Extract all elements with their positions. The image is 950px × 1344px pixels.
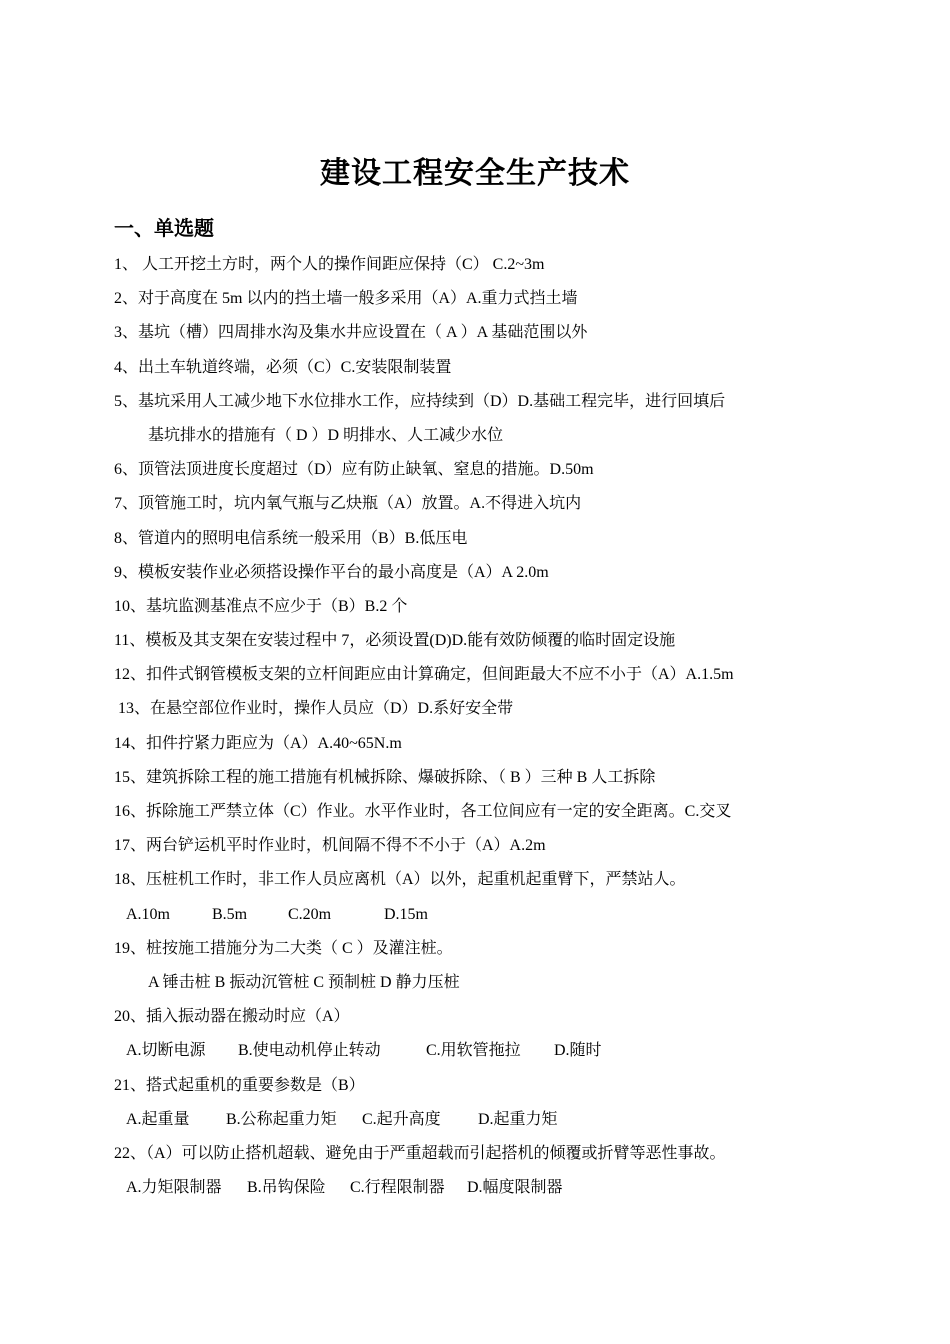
question-9: 9、模板安装作业必须搭设操作平台的最小高度是（A）A 2.0m [114,563,549,581]
question-22-options [114,1171,834,1205]
option-d: D.随时 [554,1042,602,1060]
question-6: 6、顶管法顶进度长度超过（D）应有防止缺氧、窒息的措施。D.50m [114,461,594,479]
question-7: 7、顶管施工时，坑内氧气瓶与乙炔瓶（A）放置。A.不得进入坑内 [114,495,582,513]
question-13: 13、在悬空部位作业时，操作人员应（D）D.系好安全带 [118,700,514,718]
option-b: B.使电动机停止转动 [238,1042,381,1060]
question-19-options: A 锤击桩 B 振动沉管桩 C 预制桩 D 静力压桩 [148,973,460,991]
option-b: B.5m [212,905,248,923]
question-17: 17、两台铲运机平时作业时，机间隔不得不不小于（A）A.2m [114,837,546,855]
question-18-options [114,898,834,932]
question-16: 16、拆除施工严禁立体（C）作业。水平作业时，各工位间应有一定的安全距离。C.交叉 [114,803,732,820]
question-5: 5、基坑采用人工减少地下水位排水工作，应持续到（D）D.基础工程完毕，进行回填后 [114,392,726,410]
option-a: A.力矩限制器 [126,1179,222,1197]
option-b: B.吊钩保险 [247,1179,326,1197]
question-14: 14、扣件拧紧力距应为（A）A.40~65N.m [114,734,402,752]
option-a: A.起重量 [126,1110,190,1128]
question-21-options [114,1103,834,1137]
question-21: 21、搭式起重机的重要参数是（B） [114,1076,365,1094]
option-a: A.10m [126,905,170,923]
question-8: 8、管道内的照明电信系统一般采用（B）B.低压电 [114,529,468,547]
question-3: 3、基坑（槽）四周排水沟及集水井应设置在（ A ）A 基础范围以外 [114,324,588,342]
section-heading: 一、单选题 [114,216,214,240]
option-d: D.起重力矩 [478,1110,558,1128]
document-title: 建设工程安全生产技术 [320,156,630,191]
question-18: 18、压桩机工作时，非工作人员应离机（A）以外，起重机起重臂下，严禁站人。 [114,871,686,889]
option-a: A.切断电源 [126,1042,206,1060]
question-4: 4、出土车轨道终端，必须（C）C.安装限制装置 [114,358,452,376]
question-2: 2、对于高度在 5m 以内的挡土墙一般多采用（A）A.重力式挡土墙 [114,290,578,308]
question-5-continuation: 基坑排水的措施有（ D ）D 明排水、人工减少水位 [148,426,504,444]
question-15: 15、建筑拆除工程的施工措施有机械拆除、爆破拆除、（ B ）三种 B 人工拆除 [114,768,656,786]
option-d: D.幅度限制器 [467,1179,563,1197]
option-b: B.公称起重力矩 [226,1110,337,1128]
option-c: C.用软管拖拉 [426,1042,521,1060]
question-19: 19、桩按施工措施分为二大类（ C ）及灌注桩。 [114,939,453,957]
option-c: C.起升高度 [362,1110,441,1128]
question-1: 1、 人工开挖土方时，两个人的操作间距应保持（C） C.2~3m [114,256,545,273]
option-c: C.行程限制器 [350,1179,445,1197]
question-10: 10、基坑监测基准点不应少于（B）B.2 个 [114,597,408,615]
option-d: D.15m [384,905,428,923]
question-12: 12、扣件式钢管模板支架的立杆间距应由计算确定，但间距最大不应不小于（A）A.1.5m [114,666,734,684]
question-list [114,248,834,1205]
option-c: C.20m [288,905,332,923]
question-22: 22、（A）可以防止搭机超载、避免由于严重超载而引起搭机的倾覆或折臂等恶性事故。 [114,1144,726,1162]
question-11: 11、模板及其支架在安装过程中 7，必须设置(D)D.能有效防倾覆的临时固定设施 [114,632,676,650]
question-20: 20、插入振动器在搬动时应（A） [114,1008,350,1026]
question-20-options [114,1034,834,1068]
